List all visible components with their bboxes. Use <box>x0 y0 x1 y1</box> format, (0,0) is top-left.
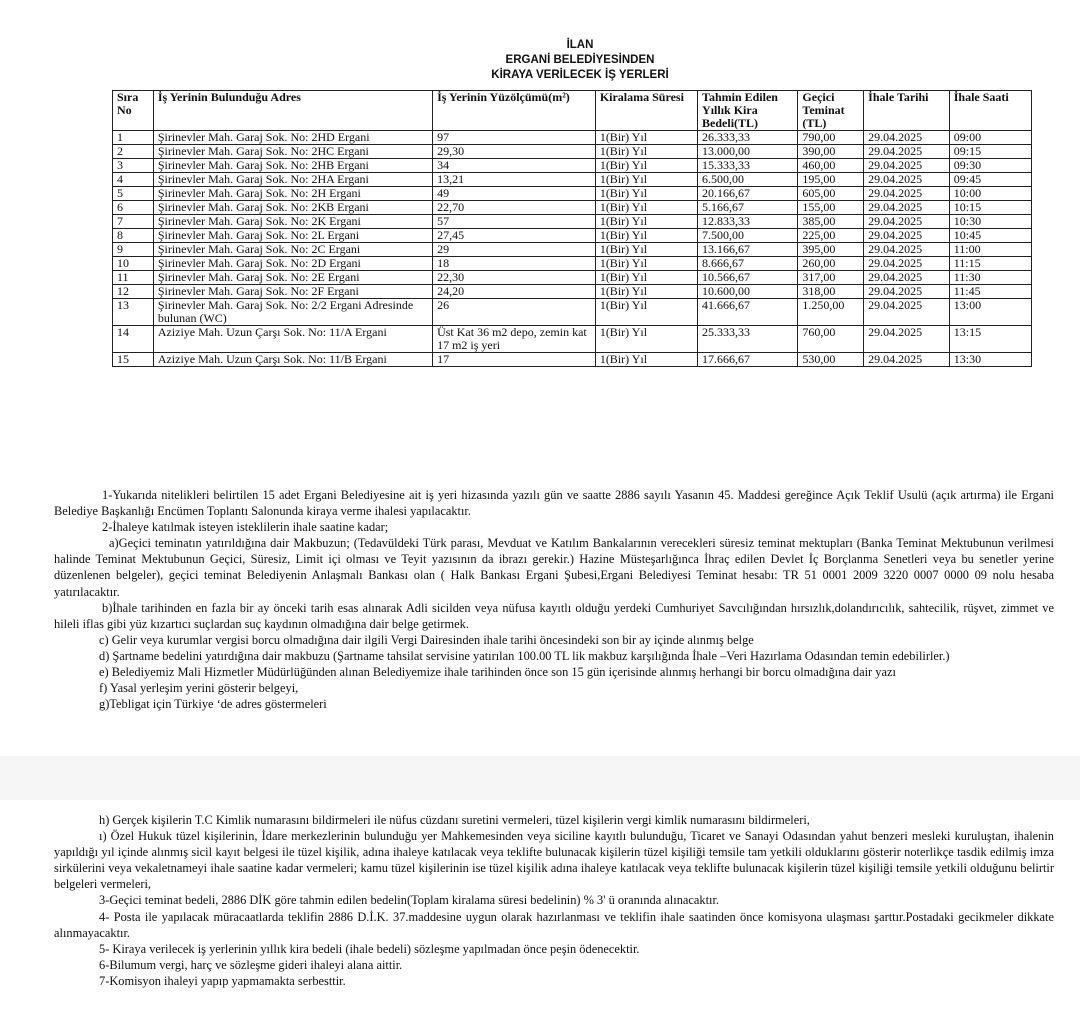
cell-auction-time: 09:15 <box>949 145 1031 159</box>
cell-sira-no: 2 <box>113 145 154 159</box>
table-row <box>113 145 1032 159</box>
cell-auction-date: 29.04.2025 <box>864 257 950 271</box>
table-row <box>113 187 1032 201</box>
cell-lease-period: 1(Bir) Yıl <box>595 285 697 299</box>
cell-sira-no: 9 <box>113 243 154 257</box>
cell-auction-date: 29.04.2025 <box>864 243 950 257</box>
cell-area: 97 <box>433 131 596 145</box>
cell-auction-time: 11:00 <box>949 243 1031 257</box>
table-row <box>113 229 1032 243</box>
cell-deposit: 318,00 <box>798 285 864 299</box>
cell-sira-no: 7 <box>113 215 154 229</box>
table-row <box>113 299 1032 326</box>
cell-auction-date: 29.04.2025 <box>864 215 950 229</box>
cell-auction-time: 11:30 <box>949 271 1031 285</box>
cell-estimated-rent: 13.166,67 <box>698 243 798 257</box>
cell-area: 13,21 <box>433 173 596 187</box>
cell-estimated-rent: 17.666,67 <box>698 353 798 367</box>
conditions-part-1 <box>54 487 1054 712</box>
cell-estimated-rent: 41.666,67 <box>698 299 798 326</box>
cell-estimated-rent: 15.333,33 <box>698 159 798 173</box>
cell-deposit: 225,00 <box>798 229 864 243</box>
cell-sira-no: 12 <box>113 285 154 299</box>
condition-paragraph: 4- Posta ile yapılacak müracaatlarda teklifin 2886 D.İ.K. 37.maddesine uygun olarak hazırlanması ve teklifin ihale saatinden önce komisyona ulaşması şarttır.Postadaki gecikmeler dikkate alınmayacaktır. <box>54 909 1054 940</box>
cell-lease-period: 1(Bir) Yıl <box>595 229 697 243</box>
cell-deposit: 760,00 <box>798 326 864 353</box>
cell-area: 22,70 <box>433 201 596 215</box>
table-body <box>113 131 1032 367</box>
cell-address: Şirinevler Mah. Garaj Sok. No: 2L Ergani <box>153 229 432 243</box>
condition-paragraph: 6-Bilumum vergi, harç ve sözleşme gideri ihaleyi alana aittir. <box>99 957 403 972</box>
cell-lease-period: 1(Bir) Yıl <box>595 159 697 173</box>
condition-paragraph: 3-Geçici teminat bedeli, 2886 DİK göre tahmin edilen bedelin(Toplam kiralama süresi bedelinin) % 3' ü oranında alınacaktır. <box>99 893 720 908</box>
cell-sira-no: 11 <box>113 271 154 285</box>
cell-deposit: 317,00 <box>798 271 864 285</box>
table-row <box>113 353 1032 367</box>
cell-area: 24,20 <box>433 285 596 299</box>
cell-auction-date: 29.04.2025 <box>864 353 950 367</box>
cell-sira-no: 13 <box>113 299 154 326</box>
cell-lease-period: 1(Bir) Yıl <box>595 299 697 326</box>
cell-address: Aziziye Mah. Uzun Çarşı Sok. No: 11/B Ergani <box>153 353 432 367</box>
cell-lease-period: 1(Bir) Yıl <box>595 187 697 201</box>
cell-estimated-rent: 12.833,33 <box>698 215 798 229</box>
condition-paragraph: e) Belediyemiz Mali Hizmetler Müdürlüğünden alınan Belediyemize ihale tarihinden önce son 15 gün içerisinde alınmış herhangi bir borcu olmadığına dair yazı <box>99 665 896 680</box>
table-row <box>113 257 1032 271</box>
cell-address: Şirinevler Mah. Garaj Sok. No: 2/2 Ergani Adresinde bulunan (WC) <box>153 299 432 326</box>
cell-area: 18 <box>433 257 596 271</box>
header-subject: KİRAYA VERİLECEK İŞ YERLERİ <box>491 69 669 81</box>
header-title: İLAN <box>566 39 594 51</box>
cell-estimated-rent: 20.166,67 <box>698 187 798 201</box>
table-row <box>113 285 1032 299</box>
header-estimated-rent: Tahmin Edilen Yıllık Kira Bedeli(TL) <box>698 91 798 131</box>
cell-estimated-rent: 7.500,00 <box>698 229 798 243</box>
cell-sira-no: 15 <box>113 353 154 367</box>
cell-auction-date: 29.04.2025 <box>864 187 950 201</box>
cell-estimated-rent: 26.333,33 <box>698 131 798 145</box>
cell-auction-date: 29.04.2025 <box>864 229 950 243</box>
condition-paragraph: f) Yasal yerleşim yerini gösterir belgeyi, <box>99 681 299 696</box>
cell-deposit: 390,00 <box>798 145 864 159</box>
cell-sira-no: 14 <box>113 326 154 353</box>
cell-auction-time: 09:45 <box>949 173 1031 187</box>
cell-lease-period: 1(Bir) Yıl <box>595 201 697 215</box>
table-row <box>113 173 1032 187</box>
cell-deposit: 790,00 <box>798 131 864 145</box>
cell-area: 29,30 <box>433 145 596 159</box>
cell-auction-time: 10:45 <box>949 229 1031 243</box>
cell-auction-date: 29.04.2025 <box>864 173 950 187</box>
cell-sira-no: 4 <box>113 173 154 187</box>
cell-estimated-rent: 10.600,00 <box>698 285 798 299</box>
cell-sira-no: 8 <box>113 229 154 243</box>
cell-estimated-rent: 13.000,00 <box>698 145 798 159</box>
condition-paragraph: a)Geçici teminatın yatırıldığına dair Makbuzun; (Tedavüldeki Türk parası, Mevduat ve Katılım Bankalarının verecekleri süresiz teminat mektupları (Banka Teminat Mektubunun verilmesi halinde Teminat Mektubunun Geçici, Süresiz, Limit içi olması ve Teyit yazısının da ibrazı gerekir.) Hazine Müsteşarlığınca İhraç edilen Devlet İç Borçlanma Senetleri veya bu senetler yerine düzenlenen belgeler), geçici teminat Belediyenin Anlaşmalı Bankası olan ( Halk Bankası Ergani Şubesi,Ergani Belediyesi Teminat hesabı: TR 51 0001 2009 3220 0007 0000 09 nolu hesaba yatırılacaktır. <box>54 536 1054 599</box>
cell-estimated-rent: 10.566,67 <box>698 271 798 285</box>
header-institution: ERGANİ BELEDİYESİNDEN <box>505 54 655 66</box>
cell-area: 34 <box>433 159 596 173</box>
table-row <box>113 201 1032 215</box>
cell-auction-time: 10:30 <box>949 215 1031 229</box>
cell-auction-date: 29.04.2025 <box>864 326 950 353</box>
table-row <box>113 271 1032 285</box>
cell-auction-date: 29.04.2025 <box>864 145 950 159</box>
cell-lease-period: 1(Bir) Yıl <box>595 257 697 271</box>
cell-deposit: 155,00 <box>798 201 864 215</box>
cell-address: Şirinevler Mah. Garaj Sok. No: 2C Ergani <box>153 243 432 257</box>
cell-lease-period: 1(Bir) Yıl <box>595 271 697 285</box>
header-lease-period: Kiralama Süresi <box>595 91 697 131</box>
table-header-row <box>113 91 1032 131</box>
cell-lease-period: 1(Bir) Yıl <box>595 243 697 257</box>
condition-paragraph: 1-Yukarıda nitelikleri belirtilen 15 adet Ergani Belediyesine ait iş yeri hizasında yazılı gün ve saatte 2886 sayılı Yasanın 45. Maddesi gereğince Açık Teklif Usulü (açık artırma) ile Ergani Belediye Başkanlığı Encümen Toplantı Salonunda kiraya verme ihalesi yapılacaktır. <box>54 488 1054 519</box>
cell-sira-no: 3 <box>113 159 154 173</box>
cell-area: Üst Kat 36 m2 depo, zemin kat 17 m2 iş yeri <box>433 326 596 353</box>
cell-auction-time: 11:45 <box>949 285 1031 299</box>
cell-sira-no: 5 <box>113 187 154 201</box>
table-row <box>113 326 1032 353</box>
table-row <box>113 131 1032 145</box>
cell-sira-no: 10 <box>113 257 154 271</box>
cell-address: Şirinevler Mah. Garaj Sok. No: 2D Ergani <box>153 257 432 271</box>
table-row <box>113 215 1032 229</box>
header-deposit: Geçici Teminat (TL) <box>798 91 864 131</box>
header-area: İş Yerinin Yüzölçümü(m²) <box>433 91 596 131</box>
cell-auction-time: 13:00 <box>949 299 1031 326</box>
cell-deposit: 260,00 <box>798 257 864 271</box>
cell-area: 29 <box>433 243 596 257</box>
conditions-part-2 <box>54 812 1054 989</box>
cell-deposit: 460,00 <box>798 159 864 173</box>
condition-paragraph: g)Tebligat için Türkiye ‘de adres göstermeleri <box>99 697 327 712</box>
cell-deposit: 605,00 <box>798 187 864 201</box>
cell-address: Şirinevler Mah. Garaj Sok. No: 2KB Ergani <box>153 201 432 215</box>
cell-lease-period: 1(Bir) Yıl <box>595 326 697 353</box>
cell-estimated-rent: 25.333,33 <box>698 326 798 353</box>
cell-auction-date: 29.04.2025 <box>864 201 950 215</box>
cell-auction-date: 29.04.2025 <box>864 159 950 173</box>
condition-paragraph: b)İhale tarihinden en fazla bir ay önceki tarih esas alınarak Adli sicilden veya nüfusa kayıtlı olduğu yerdeki Cumhuriyet Savcılığından hırsızlık,dolandırıcılık, sahtecilik, rüşvet, zimmet ve hileli iflas gibi yüz kızartıcı suçlardan suç kaydının olmadığına dair belge getirmek. <box>54 600 1054 631</box>
cell-address: Aziziye Mah. Uzun Çarşı Sok. No: 11/A Ergani <box>153 326 432 353</box>
cell-auction-date: 29.04.2025 <box>864 285 950 299</box>
cell-area: 22,30 <box>433 271 596 285</box>
condition-paragraph: 2-İhaleye katılmak isteyen isteklilerin ihale saatine kadar; <box>102 520 389 535</box>
header-auction-date: İhale Tarihi <box>864 91 950 131</box>
cell-sira-no: 1 <box>113 131 154 145</box>
header-address: İş Yerinin Bulunduğu Adres <box>153 91 432 131</box>
condition-paragraph: ı) Özel Hukuk tüzel kişilerinin, İdare merkezlerinin bulunduğu yer Mahkemesinden veya siciline kayıtlı bulunduğu, Ticaret ve Sanayi Odasından yahut benzeri mesleki kuruluştan, ihalenin yapıldığı yıl içinde alınmış sicil kayıt belgesi ile tüzel kişilik, adına ihaleye katılacak veya teklifte bulunacak kişilerin tüzel kişiliği temsile tam yetkili olduklarını gösterir noterlikçe tasdik edilmiş imza sirkülerini veya vekaletnameyi ihale saatine kadar vermeleri; kamu tüzel kişilerinin ise tüzel kişilik adına ihaleye katılacak veya teklifte bulunacak kişilerin tüzel kişiliği temsile yetkili olduğunu belirtir belgeleri vermeleri, <box>54 829 1054 892</box>
cell-address: Şirinevler Mah. Garaj Sok. No: 2E Ergani <box>153 271 432 285</box>
cell-address: Şirinevler Mah. Garaj Sok. No: 2K Ergani <box>153 215 432 229</box>
cell-sira-no: 6 <box>113 201 154 215</box>
cell-auction-time: 09:30 <box>949 159 1031 173</box>
cell-address: Şirinevler Mah. Garaj Sok. No: 2F Ergani <box>153 285 432 299</box>
cell-area: 27,45 <box>433 229 596 243</box>
header-auction-time: İhale Saati <box>949 91 1031 131</box>
cell-estimated-rent: 8.666,67 <box>698 257 798 271</box>
condition-paragraph: c) Gelir veya kurumlar vergisi borcu olmadığına dair ilgili Vergi Dairesinden ihale tarihi öncesindeki son bir ay içinde alınmış belge <box>99 632 754 647</box>
cell-auction-time: 11:15 <box>949 257 1031 271</box>
cell-estimated-rent: 5.166,67 <box>698 201 798 215</box>
cell-address: Şirinevler Mah. Garaj Sok. No: 2HB Ergani <box>153 159 432 173</box>
cell-deposit: 530,00 <box>798 353 864 367</box>
cell-lease-period: 1(Bir) Yıl <box>595 145 697 159</box>
condition-paragraph: d) Şartname bedelini yatırdığına dair makbuzu (Şartname tahsilat servisine yatırılan 100.00 TL lik makbuz karşılığında İhale –Veri Hazırlama Odasından temin edebilirler.) <box>99 648 950 663</box>
cell-lease-period: 1(Bir) Yıl <box>595 215 697 229</box>
cell-deposit: 395,00 <box>798 243 864 257</box>
cell-auction-date: 29.04.2025 <box>864 299 950 326</box>
condition-paragraph: 5- Kiraya verilecek iş yerlerinin yıllık kira bedeli (ihale bedeli) sözleşme yapılmadan önce peşin ödenecektir. <box>99 941 640 956</box>
cell-area: 17 <box>433 353 596 367</box>
table-row <box>113 159 1032 173</box>
page-separator <box>0 756 1080 800</box>
cell-area: 26 <box>433 299 596 326</box>
cell-auction-time: 13:15 <box>949 326 1031 353</box>
cell-estimated-rent: 6.500,00 <box>698 173 798 187</box>
cell-auction-time: 10:00 <box>949 187 1031 201</box>
cell-address: Şirinevler Mah. Garaj Sok. No: 2HA Ergani <box>153 173 432 187</box>
cell-lease-period: 1(Bir) Yıl <box>595 131 697 145</box>
cell-deposit: 195,00 <box>798 173 864 187</box>
cell-auction-date: 29.04.2025 <box>864 131 950 145</box>
cell-area: 49 <box>433 187 596 201</box>
cell-auction-date: 29.04.2025 <box>864 271 950 285</box>
notice-header <box>0 38 1080 83</box>
cell-area: 57 <box>433 215 596 229</box>
cell-lease-period: 1(Bir) Yıl <box>595 353 697 367</box>
cell-auction-time: 09:00 <box>949 131 1031 145</box>
cell-deposit: 1.250,00 <box>798 299 864 326</box>
header-sira-no: Sıra No <box>113 91 154 131</box>
cell-address: Şirinevler Mah. Garaj Sok. No: 2H Ergani <box>153 187 432 201</box>
cell-auction-time: 13:30 <box>949 353 1031 367</box>
condition-paragraph: h) Gerçek kişilerin T.C Kimlik numarasını bildirmeleri ile nüfus cüzdanı suretini vermeleri, tüzel kişilerin vergi kimlik numarasını bildirmeleri, <box>99 813 810 827</box>
cell-address: Şirinevler Mah. Garaj Sok. No: 2HC Ergani <box>153 145 432 159</box>
condition-paragraph: 7-Komisyon ihaleyi yapıp yapmamakta serbesttir. <box>99 973 346 988</box>
table-row <box>113 243 1032 257</box>
rental-properties-table <box>112 90 1032 367</box>
cell-address: Şirinevler Mah. Garaj Sok. No: 2HD Ergani <box>153 131 432 145</box>
cell-auction-time: 10:15 <box>949 201 1031 215</box>
cell-lease-period: 1(Bir) Yıl <box>595 173 697 187</box>
cell-deposit: 385,00 <box>798 215 864 229</box>
